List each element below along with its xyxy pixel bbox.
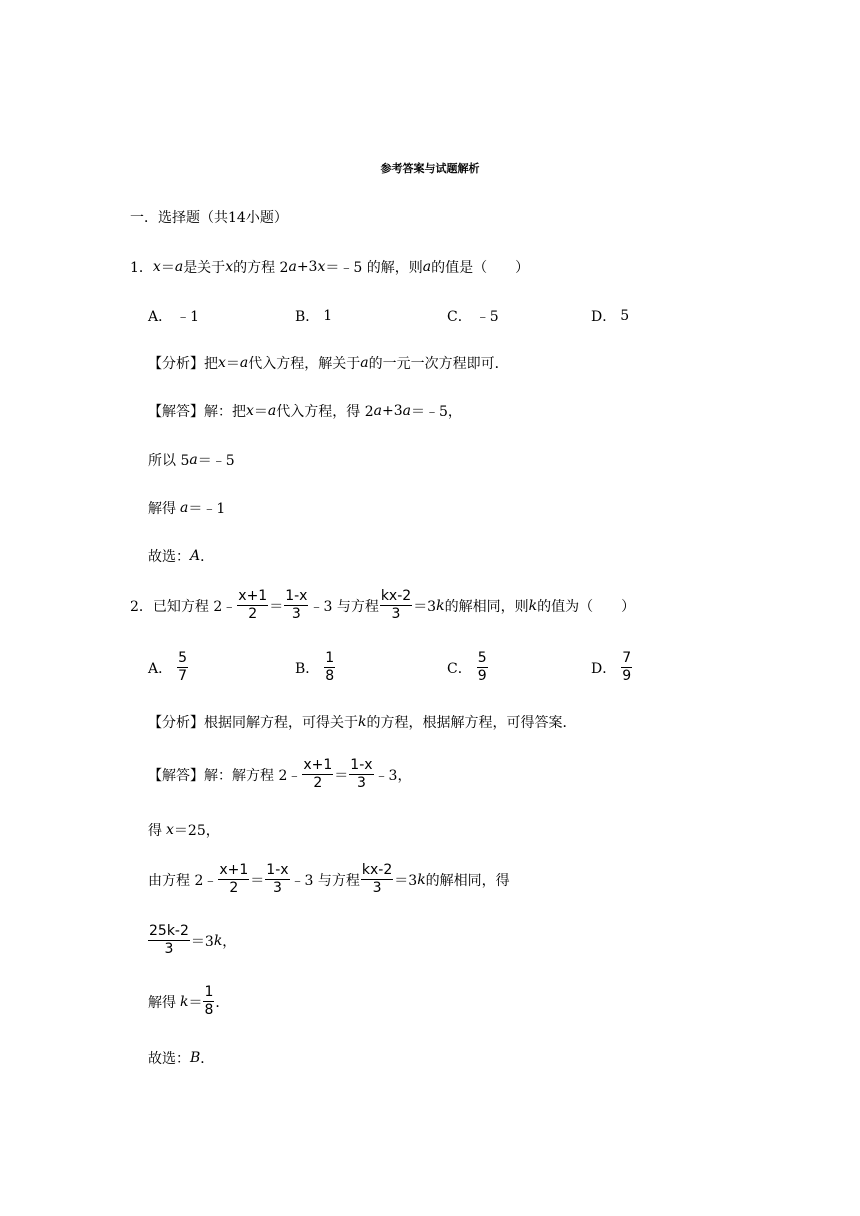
denominator: 3 (272, 880, 282, 896)
text: ＝25， (173, 823, 220, 839)
option-value: 5 (620, 308, 630, 324)
text: 解：把 (204, 404, 246, 420)
math-var: a (402, 403, 411, 419)
option-label: B． (295, 660, 320, 677)
numerator: kx-2 (380, 588, 412, 604)
text: +3 (381, 403, 403, 419)
math-var: a (373, 403, 382, 419)
text: ． (215, 994, 230, 1011)
denominator: 3 (372, 880, 382, 896)
text: ＝3 (394, 872, 418, 889)
q2-choice (148, 1048, 214, 1068)
text: ＝ (253, 404, 268, 420)
text: ﹣3 与方程 (309, 598, 379, 615)
option-label: C． (447, 309, 472, 325)
q2-line-k (148, 984, 229, 1019)
answer-tag: 【解答】 (148, 767, 204, 784)
numerator: 1-x (266, 862, 289, 878)
text: 的值为（ ） (537, 598, 636, 615)
option-fraction (324, 650, 335, 685)
question-1-stem (130, 257, 529, 277)
text: ＝ (160, 260, 175, 276)
question-2-stem (130, 588, 635, 623)
text: 解得 (148, 994, 176, 1011)
question-number: 2． (130, 598, 153, 615)
text: 代入方程，解关于 (248, 356, 361, 372)
math-var: k (180, 993, 189, 1010)
fraction (237, 588, 268, 623)
math-var: x (218, 355, 226, 371)
text: 的方程，根据解方程，可得答案． (366, 715, 577, 731)
q1-option-a (148, 306, 199, 326)
numerator: x+1 (238, 588, 268, 604)
denominator: 2 (313, 775, 323, 791)
math-var: k (436, 597, 445, 614)
q2-option-c (447, 650, 489, 685)
text: 已知方程 2﹣ (152, 598, 237, 615)
math-var: x (317, 259, 326, 275)
math-var: x (225, 259, 234, 275)
text: 的值是（ ） (431, 260, 530, 276)
numerator: 25k-2 (149, 923, 189, 939)
text: 故选： (148, 549, 190, 565)
analysis-tag: 【分析】 (148, 356, 204, 372)
math-var: a (239, 355, 249, 371)
q2-line-eq (148, 923, 236, 958)
q2-option-d (591, 650, 633, 685)
text: ＝3 (190, 933, 214, 950)
math-var: k (358, 714, 367, 730)
text: ＝ (188, 994, 203, 1011)
option-label: B． (295, 309, 320, 325)
q1-step-2 (148, 498, 225, 518)
fraction (349, 757, 373, 792)
numerator: x+1 (219, 862, 249, 878)
fraction (284, 588, 308, 623)
text: 由方程 2﹣ (148, 872, 218, 889)
text: 的方程 2 (233, 260, 289, 276)
numerator: x+1 (303, 757, 333, 773)
q2-analysis (148, 712, 576, 732)
q1-choice (148, 546, 214, 566)
denominator: 8 (204, 1002, 214, 1018)
math-var: x (246, 403, 254, 419)
text: ＝﹣5 的解，则 (325, 260, 423, 276)
option-value: ﹣5 (475, 309, 499, 325)
text: 是关于 (183, 260, 226, 276)
text: 解：解方程 2﹣ (204, 767, 302, 784)
text: 所以 5 (148, 453, 190, 469)
text: 的一元一次方程即可． (368, 356, 509, 372)
denominator: 3 (391, 606, 401, 622)
text: 代入方程，得 2 (276, 404, 374, 420)
math-var: a (180, 500, 189, 516)
answer-tag: 【解答】 (148, 404, 204, 420)
text: ＝ (225, 356, 240, 372)
denominator: 9 (622, 668, 632, 684)
q1-option-d (591, 306, 629, 326)
numerator: 5 (477, 650, 487, 666)
page-title: 参考答案与试题解析 (380, 162, 480, 175)
text: 的解相同，得 (425, 872, 510, 889)
answer-letter: A (190, 548, 201, 564)
text: ． (200, 549, 215, 565)
denominator: 2 (229, 880, 239, 896)
fraction (302, 757, 333, 792)
text: 的解相同，则 (444, 598, 529, 615)
numerator: 7 (622, 650, 632, 666)
math-var: a (360, 355, 369, 371)
q1-answer (148, 401, 462, 421)
option-fraction (621, 650, 632, 685)
numerator: 1 (204, 984, 214, 1000)
denominator: 8 (325, 668, 335, 684)
text: ， (222, 933, 237, 950)
option-value: 1 (323, 308, 333, 324)
option-fraction (177, 650, 188, 685)
fraction (380, 588, 412, 623)
text: 故选： (148, 1051, 190, 1067)
math-var: k (417, 871, 426, 888)
text: ． (200, 1051, 215, 1067)
math-var: x (152, 259, 161, 275)
denominator: 9 (477, 668, 487, 684)
numerator: 5 (178, 650, 188, 666)
denominator: 3 (356, 775, 366, 791)
text: ﹣3 与方程 (290, 872, 360, 889)
fraction (265, 862, 289, 897)
numerator: kx-2 (361, 862, 393, 878)
analysis-tag: 【分析】 (148, 715, 204, 731)
text: 得 (148, 823, 162, 839)
section-heading: 一．选择题（共14小题） (130, 210, 288, 226)
q1-option-b (295, 306, 332, 326)
option-label: D． (591, 309, 617, 325)
text: ＝﹣5 (197, 453, 235, 469)
numerator: 1-x (285, 588, 308, 604)
q2-line-x (148, 820, 220, 840)
answer-letter: B (190, 1050, 201, 1066)
text: 根据同解方程，可得关于 (204, 715, 358, 731)
math-var: a (267, 403, 277, 419)
math-var: k (528, 597, 538, 614)
denominator: 3 (164, 941, 174, 957)
q1-analysis (148, 353, 509, 373)
denominator: 3 (291, 606, 301, 622)
text: ﹣3， (374, 767, 412, 784)
math-var: k (213, 932, 223, 949)
text: +3 (296, 259, 318, 275)
q1-step-1 (148, 450, 235, 470)
text: 把 (204, 356, 218, 372)
denominator: 7 (178, 668, 188, 684)
fraction (361, 862, 393, 897)
numerator: 1-x (350, 757, 373, 773)
text: ＝ (250, 872, 265, 889)
math-var: a (422, 259, 432, 275)
denominator: 2 (248, 606, 258, 622)
text: 解得 (148, 501, 176, 517)
math-var: a (288, 259, 297, 275)
option-label: A． (148, 309, 173, 325)
text: ＝ (269, 598, 284, 615)
q2-line-by (148, 862, 510, 897)
math-var: a (189, 452, 198, 468)
option-label: A． (148, 660, 173, 677)
text: ＝﹣1 (188, 501, 226, 517)
numerator: 1 (325, 650, 335, 666)
math-var: a (174, 259, 184, 275)
text: ＝3 (413, 598, 437, 615)
option-value: ﹣1 (176, 309, 200, 325)
option-fraction (477, 650, 488, 685)
fraction (203, 984, 214, 1019)
q2-option-b (295, 650, 336, 685)
text: ＝ (334, 767, 349, 784)
fraction (218, 862, 249, 897)
text: ＝﹣5， (410, 404, 462, 420)
option-label: D． (591, 660, 617, 677)
q2-answer (148, 757, 411, 792)
q1-option-c (447, 306, 499, 326)
option-label: C． (447, 660, 472, 677)
q2-option-a (148, 650, 189, 685)
question-number: 1． (130, 260, 153, 276)
fraction (148, 923, 190, 958)
math-var: x (166, 822, 174, 838)
